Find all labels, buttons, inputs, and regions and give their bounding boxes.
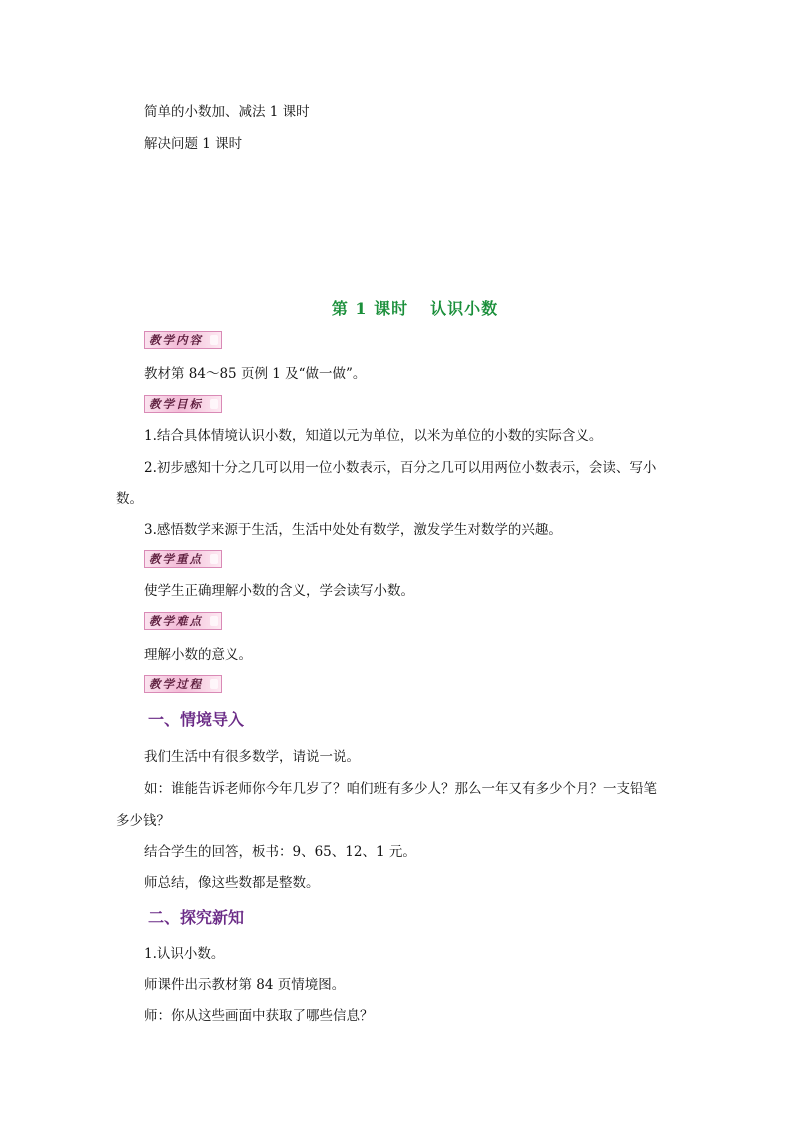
goal-2-line-2: 数。: [116, 491, 143, 507]
section-1-paragraph-2-line-1: 如：谁能告诉老师你今年几岁了？咱们班有多少人？那么一年又有多少个月？一支铅笔: [144, 781, 657, 797]
section-2-heading: 二、探究新知: [148, 908, 245, 927]
tag-teaching-content: 教学内容: [144, 331, 222, 349]
intro-line-1: 简单的小数加、减法 1 课时: [144, 104, 310, 120]
tag-key-points: 教学重点: [144, 550, 222, 568]
section-1-paragraph-4: 师总结，像这些数都是整数。: [144, 875, 320, 891]
content-text: 教材第 84～85 页例 1 及“做一做”。: [144, 366, 367, 382]
goal-3: 3.感悟数学来源于生活，生活中处处有数学，激发学生对数学的兴趣。: [144, 522, 562, 538]
difficulties-text: 理解小数的意义。: [144, 647, 252, 663]
key-points-text: 使学生正确理解小数的含义，学会读写小数。: [144, 583, 414, 599]
lesson-title: [0, 296, 794, 319]
section-1-paragraph-3: 结合学生的回答，板书：9、65、12、1 元。: [144, 844, 416, 860]
goal-2-line-1: 2.初步感知十分之几可以用一位小数表示，百分之几可以用两位小数表示，会读、写小: [144, 460, 657, 476]
section-2-paragraph-3: 师：你从这些画面中获取了哪些信息？: [144, 1008, 374, 1024]
section-1-heading: 一、情境导入: [148, 710, 245, 729]
section-1-paragraph-1: 我们生活中有很多数学，请说一说。: [144, 749, 360, 765]
lesson-name: 认识小数: [430, 299, 499, 318]
intro-line-2: 解决问题 1 课时: [144, 136, 243, 152]
section-2-paragraph-1: 1.认识小数。: [144, 946, 225, 962]
tag-difficulties: 教学难点: [144, 612, 222, 630]
section-2-paragraph-2: 师课件出示教材第 84 页情境图。: [144, 977, 346, 993]
tag-teaching-goals: 教学目标: [144, 395, 222, 413]
tag-teaching-process: 教学过程: [144, 675, 222, 693]
section-1-paragraph-2-line-2: 多少钱？: [116, 813, 170, 829]
goal-1: 1.结合具体情境认识小数，知道以元为单位，以米为单位的小数的实际含义。: [144, 428, 603, 444]
lesson-number: 第 1 课时: [331, 299, 409, 318]
